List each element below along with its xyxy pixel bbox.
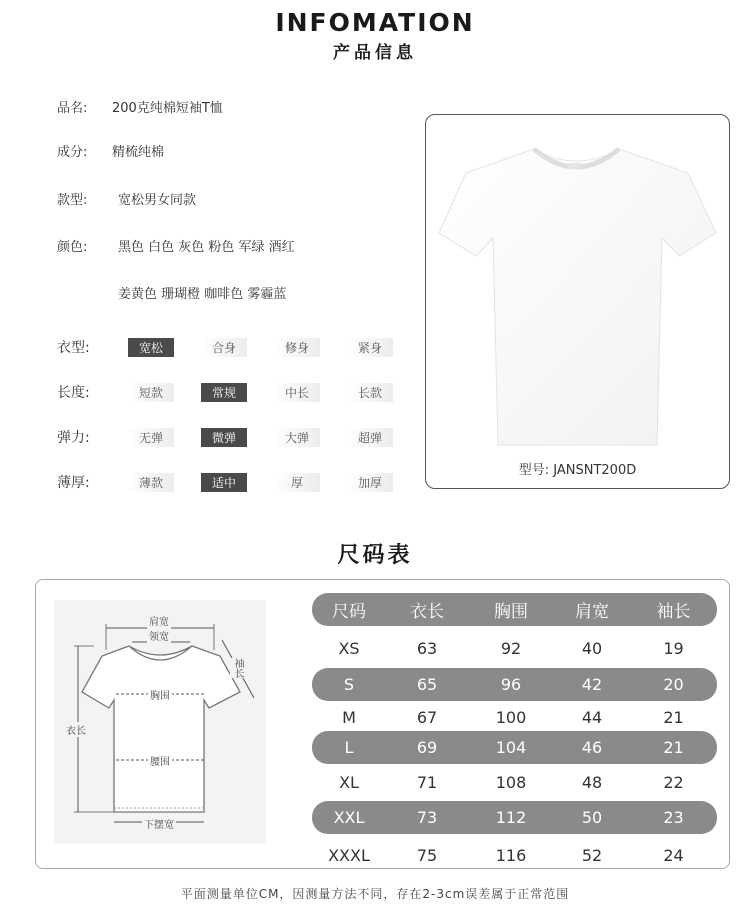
model-number: 型号: JANSNT200D [518, 463, 637, 478]
value-cell: 46 [581, 738, 603, 757]
table-row [312, 839, 717, 872]
info-row-name [57, 97, 223, 116]
info-row-colors [57, 236, 295, 255]
value-cell: 75 [416, 846, 438, 865]
value-cell: 22 [663, 773, 684, 792]
value-cell: 40 [581, 639, 603, 658]
label-length: 衣长 [66, 722, 86, 737]
attr-option: 长款 [347, 383, 393, 402]
attr-options [128, 338, 393, 357]
header-cell: 衣长 [410, 602, 444, 622]
tshirt-photo [426, 115, 729, 455]
size-chart-title: 尺码表 [337, 543, 413, 568]
attr-option: 常规 [201, 383, 247, 402]
label-hem: 下摆宽 [142, 816, 176, 831]
measurement-note: 平面测量单位CM，因测量方法不同，存在2-3cm误差属于正常范围 [180, 887, 570, 901]
info-row-material [57, 141, 164, 160]
value-cell: 69 [416, 738, 438, 757]
size-cell: XL [339, 773, 359, 792]
attr-option: 微弹 [201, 428, 247, 447]
label-sleeve: 袖长 [232, 658, 243, 678]
size-cell: M [342, 708, 356, 727]
attr-option: 加厚 [347, 473, 393, 492]
table-row [312, 731, 717, 764]
product-photo-card [425, 114, 730, 489]
info-row-colors-2 [57, 283, 286, 302]
measurement-diagram [54, 600, 266, 844]
value-cell: 104 [495, 738, 527, 757]
attr-label: 衣型: [57, 340, 90, 356]
attr-label: 薄厚: [57, 475, 90, 491]
value-cell: 20 [663, 675, 684, 694]
section-title-en: INFOMATION [275, 8, 475, 37]
table-row [312, 668, 717, 701]
info-label: 款型: [57, 193, 88, 208]
size-chart-card [35, 579, 730, 869]
attr-row-fit [57, 337, 393, 357]
size-cell: L [344, 738, 354, 757]
attr-option: 修身 [274, 338, 320, 357]
attr-row-elasticity [57, 427, 393, 447]
info-row-style [57, 189, 196, 208]
size-cell: S [343, 675, 355, 694]
value-cell: 21 [663, 708, 684, 727]
table-row [312, 701, 717, 734]
attr-option: 薄款 [128, 473, 174, 492]
info-value: 200克纯棉短袖T恤 [112, 101, 223, 116]
info-label: 颜色: [57, 240, 88, 255]
label-chest: 胸围 [148, 687, 172, 702]
value-cell: 63 [416, 639, 438, 658]
attr-option: 宽松 [128, 338, 174, 357]
value-cell: 48 [581, 773, 603, 792]
value-cell: 50 [581, 808, 603, 827]
info-label: 成分: [57, 145, 88, 160]
size-cell: XXL [333, 808, 365, 827]
attr-option: 大弹 [274, 428, 320, 447]
table-row [312, 801, 717, 834]
attr-row-thickness [57, 472, 393, 492]
size-table-header [312, 593, 717, 626]
value-cell: 19 [663, 639, 684, 658]
attr-option: 短款 [128, 383, 174, 402]
attr-option: 厚 [274, 473, 320, 492]
value-cell: 65 [416, 675, 438, 694]
attr-options [128, 473, 393, 492]
value-cell: 71 [416, 773, 438, 792]
table-row [312, 766, 717, 799]
attr-row-length [57, 382, 393, 402]
value-cell: 23 [663, 808, 684, 827]
attr-option: 适中 [201, 473, 247, 492]
value-cell: 67 [416, 708, 438, 727]
attr-option: 中长 [274, 383, 320, 402]
value-cell: 52 [581, 846, 603, 865]
value-cell: 44 [581, 708, 603, 727]
attr-option: 紧身 [347, 338, 393, 357]
info-value: 宽松男女同款 [118, 193, 197, 208]
size-cell: XXXL [328, 846, 370, 865]
info-value: 姜黄色 珊瑚橙 咖啡色 雾霾蓝 [118, 287, 287, 302]
value-cell: 24 [663, 846, 684, 865]
value-cell: 92 [500, 639, 522, 658]
value-cell: 21 [663, 738, 684, 757]
attr-option: 合身 [201, 338, 247, 357]
attr-option: 无弹 [128, 428, 174, 447]
info-label [57, 283, 112, 302]
value-cell: 42 [581, 675, 603, 694]
attr-option: 超弹 [347, 428, 393, 447]
table-row [312, 632, 717, 665]
value-cell: 100 [495, 708, 527, 727]
header-cell: 胸围 [494, 602, 528, 622]
value-cell: 96 [500, 675, 522, 694]
value-cell: 112 [495, 808, 527, 827]
info-value: 黑色 白色 灰色 粉色 军绿 酒红 [118, 240, 295, 255]
value-cell: 108 [495, 773, 527, 792]
value-cell: 73 [416, 808, 438, 827]
value-cell: 116 [495, 846, 527, 865]
section-title-cn: 产品信息 [333, 43, 417, 63]
label-shoulder: 肩宽 [147, 613, 171, 628]
size-cell: XS [338, 639, 360, 658]
label-waist: 腰围 [148, 753, 172, 768]
header-cell: 肩宽 [575, 602, 609, 622]
info-label: 品名: [57, 101, 88, 116]
header-cell: 袖长 [656, 602, 691, 622]
header-cell: 尺码 [332, 602, 366, 622]
attr-label: 弹力: [57, 430, 90, 446]
attr-label: 长度: [57, 385, 90, 401]
attr-options [128, 428, 393, 447]
attr-options [128, 383, 393, 402]
label-collar: 领宽 [147, 628, 171, 643]
info-value: 精梳纯棉 [112, 145, 165, 160]
size-table [312, 593, 717, 872]
